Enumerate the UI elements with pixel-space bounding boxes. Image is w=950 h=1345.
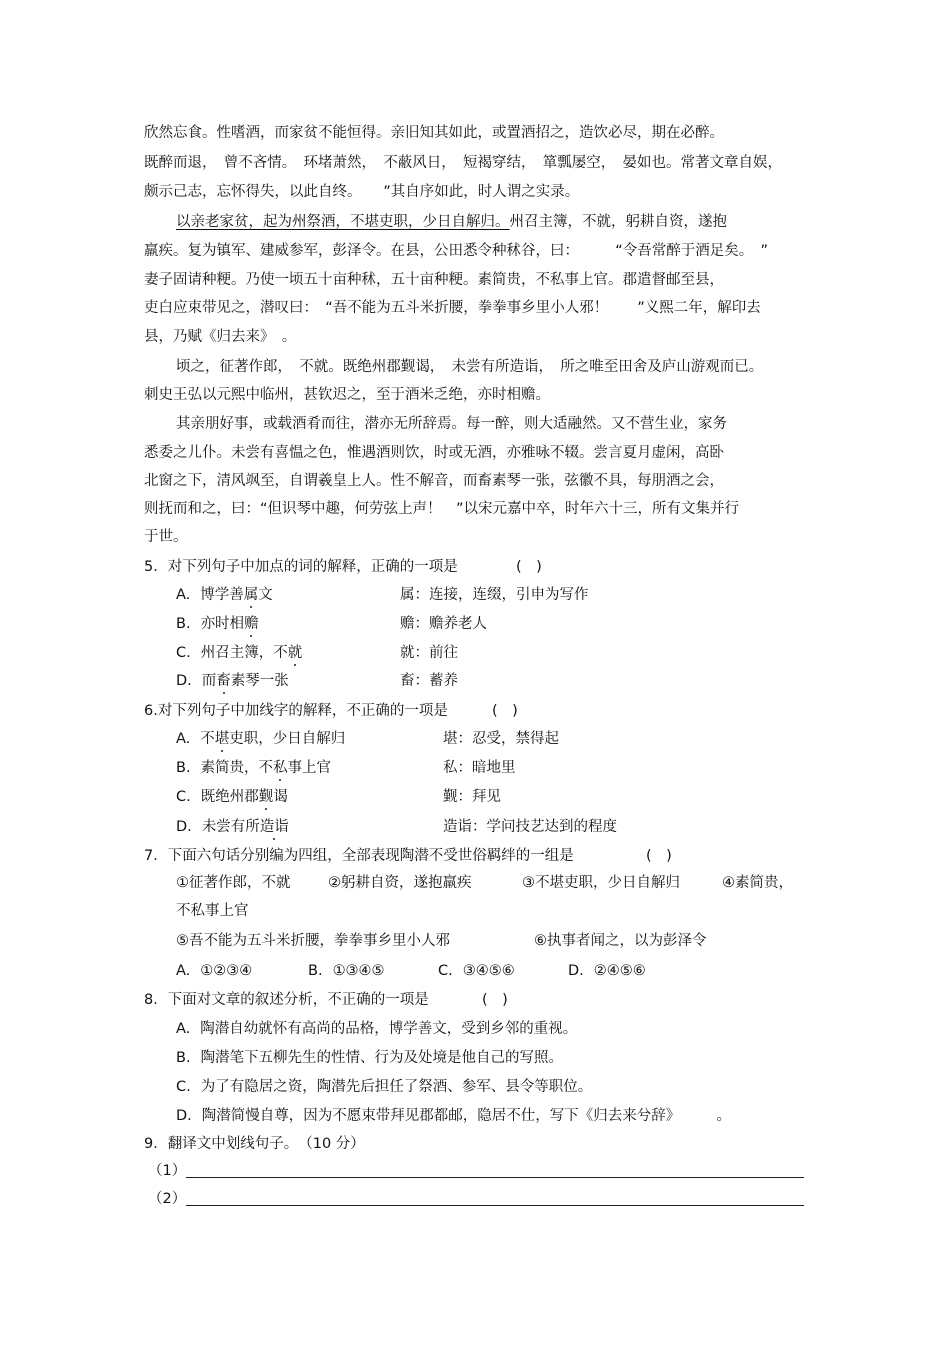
dotted-word: 私	[273, 760, 288, 776]
passage-line: 刺史王弘以元熙中临州，甚钦迟之，至于酒米乏绝，亦时相赡。	[144, 387, 550, 403]
q7-item: ②躬耕自资，遂抱羸疾	[328, 875, 472, 891]
dotted-word: 属	[243, 587, 259, 603]
option-q5-d: D. 而畜素琴一张	[176, 673, 289, 689]
answer-paren: ( )	[482, 992, 508, 1008]
option-q8-d: D. 陶潜简慢自尊，因为不愿束带拜见郡都邮，隐居不仕，写下《归去来兮辞》 。	[176, 1108, 732, 1124]
q7-item: ③不堪吏职，少日自解归	[522, 875, 680, 891]
passage-line	[176, 212, 727, 232]
passage-line: 其亲朋好事，或载酒肴而往，潜亦无所辞焉。每一醉，则大适融然。又不营生业，家务	[176, 416, 727, 432]
q7-item-cont: 不私事上官	[176, 903, 249, 919]
question-5-stem: 5．对下列句子中加点的词的解释，正确的一项是	[144, 559, 458, 575]
passage-line: 则抚而和之，曰：“但识琴中趣，何劳弦上声！ ”以宋元嘉中卒，时年六十三，所有文集并行	[144, 501, 740, 517]
passage-line: 于世。	[144, 529, 188, 545]
option-q6-c: C. 既绝州郡觐谒	[176, 789, 288, 805]
passage-line: 北窗之下，清风飒至，自谓羲皇上人。性不解音，而畜素琴一张，弦徽不具，每朋酒之会，	[144, 473, 724, 489]
passage-text: 州召主簿，不就，躬耕自资，遂抱	[509, 214, 727, 230]
passage-line: 吏白应束带见之，潜叹曰： “吾不能为五斗米折腰，拳拳事乡里小人邪！ ”义熙二年，解印去	[144, 300, 761, 316]
q7-choice-d: D. ②④⑤⑥	[568, 963, 646, 979]
option-q5-b: B. 亦时相赡	[176, 616, 259, 632]
passage-line: 妻子固请种粳。乃使一顷五十亩种秫，五十亩种粳。素简贵，不私事上官。郡遣督邮至县，	[144, 272, 724, 288]
answer-paren: ( )	[492, 703, 518, 719]
q7-choice-a: A. ①②③④	[176, 963, 253, 979]
dotted-word: 造诣	[259, 819, 289, 835]
question-8-stem: 8．下面对文章的叙述分析，不正确的一项是	[144, 992, 429, 1008]
question-6-stem: 6.对下列句子中加线字的解释，不正确的一项是	[144, 703, 448, 719]
passage-line: 悉委之儿仆。未尝有喜愠之色，惟遇酒则饮，时或无酒，亦雅咏不辍。尝言夏月虚闲，高卧	[144, 445, 724, 461]
gloss-q5-c: 就：前往	[400, 645, 458, 661]
answer-paren: ( )	[516, 559, 542, 575]
question-9-stem: 9．翻译文中划线句子。 （10 分）	[144, 1136, 365, 1152]
dotted-word: 堪	[214, 731, 230, 747]
option-q5-a: A. 博学善属文	[176, 587, 273, 603]
dotted-word: 就	[287, 645, 303, 661]
answer-line-1[interactable]	[186, 1177, 804, 1178]
option-q8-b: B. 陶潜笔下五柳先生的性情、行为及处境是他自己的写照。	[176, 1050, 564, 1066]
dotted-word: 赡	[244, 616, 259, 632]
q7-choice-c: C. ③④⑤⑥	[438, 963, 515, 979]
option-q6-d: D. 未尝有所造诣	[176, 819, 289, 835]
blank-label-2: （2）	[148, 1191, 187, 1207]
passage-line: 顷之，征著作郎， 不就。既绝州郡觐谒， 未尝有所造诣， 所之唯至田舍及庐山游观而已。	[176, 359, 764, 375]
option-q8-a: A. 陶潜自幼就怀有高尚的品格，博学善文，受到乡邻的重视。	[176, 1021, 578, 1037]
gloss-q6-c: 觐：拜见	[443, 789, 501, 805]
q7-item: ①征著作郎，不就	[176, 875, 291, 891]
underlined-sentence: 以亲老家贫，起为州祭酒，不堪吏职，少日自解归。	[176, 214, 510, 230]
question-7-stem: 7．下面六句话分别编为四组，全部表现陶潜不受世俗羁绊的一组是	[144, 848, 574, 864]
blank-label-1: （1）	[148, 1163, 187, 1179]
q7-item: ⑤吾不能为五斗米折腰，拳拳事乡里小人邪	[176, 933, 450, 949]
option-q6-a: A. 不堪吏职，少日自解归	[176, 731, 346, 747]
dotted-word: 觐	[258, 789, 274, 805]
option-q5-c: C. 州召主簿，不就	[176, 645, 303, 661]
gloss-q6-a: 堪：忍受，禁得起	[443, 731, 559, 747]
answer-line-2[interactable]	[186, 1205, 804, 1206]
gloss-q5-a: 属：连接，连缀，引申为写作	[400, 587, 589, 603]
dotted-word: 畜	[216, 673, 231, 689]
option-q6-b: B. 素简贵，不私事上官	[176, 760, 332, 776]
passage-line: 颇示己志，忘怀得失，以此自终。 ”其自序如此，时人谓之实录。	[144, 184, 580, 200]
gloss-q6-b: 私：暗地里	[443, 760, 516, 776]
q7-choice-b: B. ①③④⑤	[308, 963, 385, 979]
q7-item: ④素简贵，	[722, 875, 793, 891]
gloss-q6-d: 造诣：学问技艺达到的程度	[443, 819, 617, 835]
gloss-q5-d: 畜：蓄养	[400, 673, 458, 689]
q7-item: ⑥执事者闻之，以为彭泽令	[534, 933, 707, 949]
passage-line: 羸疾。复为镇军、建威参军，彭泽令。在县，公田悉令种秫谷，曰： “令吾常醉于酒足矣。 ”	[144, 243, 769, 259]
passage-line: 县，乃赋《归去来》 。	[144, 329, 297, 345]
answer-paren: ( )	[646, 848, 672, 864]
passage-line: 既醉而退， 曾不吝情。 环堵萧然， 不蔽风日， 短褐穿结， 箪瓢屡空， 晏如也。常著文章自娱，	[144, 155, 782, 171]
gloss-q5-b: 赡：赡养老人	[400, 616, 487, 632]
passage-line: 欣然忘食。性嗜酒，而家贫不能恒得。亲旧知其如此，或置酒招之，造饮必尽，期在必醉。	[144, 125, 724, 141]
option-q8-c: C. 为了有隐居之资，陶潜先后担任了祭酒、参军、县令等职位。	[176, 1079, 593, 1095]
